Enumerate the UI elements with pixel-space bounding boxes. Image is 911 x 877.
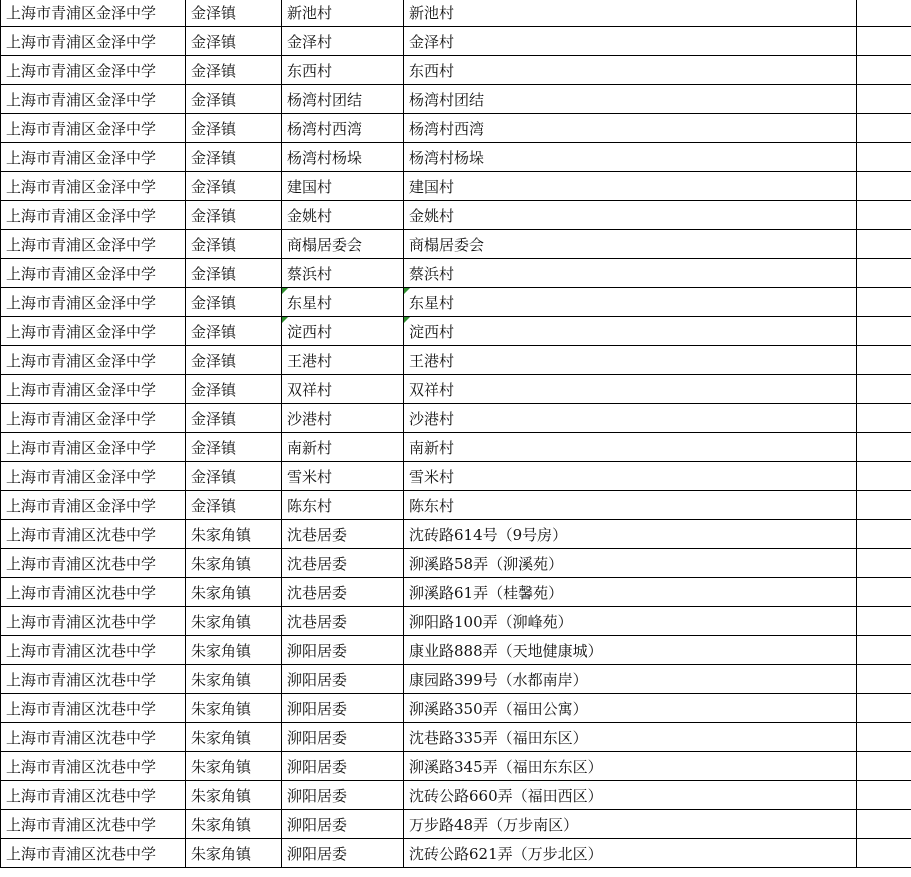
school-cell[interactable]: 上海市青浦区沈巷中学 (1, 607, 186, 636)
empty-cell[interactable] (857, 433, 911, 462)
town-cell[interactable]: 朱家角镇 (186, 636, 282, 665)
town-cell[interactable]: 金泽镇 (186, 56, 282, 85)
village-cell[interactable]: 泖阳居委 (282, 810, 404, 839)
table-row (1, 810, 911, 839)
school-cell[interactable]: 上海市青浦区金泽中学 (1, 375, 186, 404)
school-cell[interactable]: 上海市青浦区金泽中学 (1, 201, 186, 230)
town-cell[interactable]: 朱家角镇 (186, 665, 282, 694)
village-cell[interactable]: 杨湾村杨垛 (282, 143, 404, 172)
address-cell[interactable]: 泖溪路350弄（福田公寓） (404, 694, 857, 723)
empty-cell[interactable] (857, 404, 911, 433)
village-cell[interactable]: 陈东村 (282, 491, 404, 520)
address-cell[interactable]: 南新村 (404, 433, 857, 462)
village-cell[interactable]: 杨湾村团结 (282, 85, 404, 114)
school-cell[interactable]: 上海市青浦区金泽中学 (1, 143, 186, 172)
town-cell[interactable]: 金泽镇 (186, 462, 282, 491)
table-row (1, 317, 911, 346)
town-cell[interactable]: 朱家角镇 (186, 810, 282, 839)
table-row (1, 346, 911, 375)
address-cell[interactable]: 新池村 (404, 0, 857, 27)
town-cell[interactable]: 金泽镇 (186, 375, 282, 404)
table-row (1, 578, 911, 607)
village-cell[interactable]: 泖阳居委 (282, 636, 404, 665)
address-cell[interactable]: 沈砖公路621弄（万步北区） (404, 839, 857, 868)
school-cell[interactable]: 上海市青浦区金泽中学 (1, 114, 186, 143)
village-cell[interactable]: 泖阳居委 (282, 752, 404, 781)
school-cell[interactable]: 上海市青浦区沈巷中学 (1, 781, 186, 810)
address-cell[interactable]: 泖溪路345弄（福田东东区） (404, 752, 857, 781)
school-cell[interactable]: 上海市青浦区金泽中学 (1, 230, 186, 259)
address-cell[interactable]: 双祥村 (404, 375, 857, 404)
town-cell[interactable]: 金泽镇 (186, 201, 282, 230)
table-row (1, 201, 911, 230)
village-cell[interactable]: 东星村 (282, 288, 404, 317)
table-row (1, 404, 911, 433)
village-cell[interactable]: 沙港村 (282, 404, 404, 433)
village-cell[interactable]: 泖阳居委 (282, 781, 404, 810)
empty-cell[interactable] (857, 230, 911, 259)
table-row (1, 694, 911, 723)
village-cell[interactable]: 沈巷居委 (282, 520, 404, 549)
address-cell[interactable]: 沈砖公路660弄（福田西区） (404, 781, 857, 810)
empty-cell[interactable] (857, 578, 911, 607)
village-cell[interactable]: 金泽村 (282, 27, 404, 56)
town-cell[interactable]: 金泽镇 (186, 404, 282, 433)
village-cell[interactable]: 蔡浜村 (282, 259, 404, 288)
town-cell[interactable]: 金泽镇 (186, 288, 282, 317)
empty-cell[interactable] (857, 462, 911, 491)
table-row (1, 0, 911, 27)
empty-cell[interactable] (857, 27, 911, 56)
town-cell[interactable]: 金泽镇 (186, 230, 282, 259)
school-cell[interactable]: 上海市青浦区金泽中学 (1, 462, 186, 491)
school-cell[interactable]: 上海市青浦区金泽中学 (1, 56, 186, 85)
school-cell[interactable]: 上海市青浦区沈巷中学 (1, 665, 186, 694)
table-row (1, 636, 911, 665)
table-body (1, 0, 911, 868)
town-cell[interactable]: 朱家角镇 (186, 752, 282, 781)
empty-cell[interactable] (857, 346, 911, 375)
empty-cell[interactable] (857, 549, 911, 578)
address-cell[interactable]: 泖溪路61弄（桂馨苑） (404, 578, 857, 607)
empty-cell[interactable] (857, 723, 911, 752)
address-cell[interactable]: 杨湾村西湾 (404, 114, 857, 143)
town-cell[interactable]: 朱家角镇 (186, 723, 282, 752)
school-cell[interactable]: 上海市青浦区金泽中学 (1, 27, 186, 56)
village-cell[interactable]: 泖阳居委 (282, 694, 404, 723)
address-cell[interactable]: 康业路888弄（天地健康城） (404, 636, 857, 665)
town-cell[interactable]: 金泽镇 (186, 85, 282, 114)
address-cell[interactable]: 蔡浜村 (404, 259, 857, 288)
address-cell[interactable]: 陈东村 (404, 491, 857, 520)
table-row (1, 114, 911, 143)
table-row (1, 230, 911, 259)
town-cell[interactable]: 金泽镇 (186, 143, 282, 172)
address-cell[interactable]: 泖溪路58弄（泖溪苑） (404, 549, 857, 578)
town-cell[interactable]: 金泽镇 (186, 27, 282, 56)
empty-cell[interactable] (857, 752, 911, 781)
town-cell[interactable]: 金泽镇 (186, 491, 282, 520)
empty-cell[interactable] (857, 317, 911, 346)
address-cell[interactable]: 金姚村 (404, 201, 857, 230)
table-row (1, 781, 911, 810)
village-cell[interactable]: 泖阳居委 (282, 665, 404, 694)
village-cell[interactable]: 双祥村 (282, 375, 404, 404)
empty-cell[interactable] (857, 375, 911, 404)
school-cell[interactable]: 上海市青浦区金泽中学 (1, 346, 186, 375)
empty-cell[interactable] (857, 694, 911, 723)
table-row (1, 520, 911, 549)
village-cell[interactable]: 泖阳居委 (282, 839, 404, 868)
school-cell[interactable]: 上海市青浦区金泽中学 (1, 85, 186, 114)
address-cell[interactable]: 康园路399号（水都南岸） (404, 665, 857, 694)
address-cell[interactable]: 商榻居委会 (404, 230, 857, 259)
empty-cell[interactable] (857, 143, 911, 172)
empty-cell[interactable] (857, 114, 911, 143)
town-cell[interactable]: 朱家角镇 (186, 578, 282, 607)
table-row (1, 607, 911, 636)
school-cell[interactable]: 上海市青浦区沈巷中学 (1, 578, 186, 607)
address-cell[interactable]: 东星村 (404, 288, 857, 317)
village-cell[interactable]: 商榻居委会 (282, 230, 404, 259)
empty-cell[interactable] (857, 781, 911, 810)
town-cell[interactable]: 金泽镇 (186, 317, 282, 346)
empty-cell[interactable] (857, 491, 911, 520)
school-cell[interactable]: 上海市青浦区金泽中学 (1, 433, 186, 462)
table-row (1, 259, 911, 288)
school-cell[interactable]: 上海市青浦区金泽中学 (1, 259, 186, 288)
town-cell[interactable]: 金泽镇 (186, 0, 282, 27)
village-cell[interactable]: 金姚村 (282, 201, 404, 230)
village-cell[interactable]: 沈巷居委 (282, 549, 404, 578)
empty-cell[interactable] (857, 607, 911, 636)
town-cell[interactable]: 金泽镇 (186, 172, 282, 201)
town-cell[interactable]: 朱家角镇 (186, 520, 282, 549)
table-row (1, 462, 911, 491)
table-row (1, 172, 911, 201)
village-cell[interactable]: 南新村 (282, 433, 404, 462)
town-cell[interactable]: 金泽镇 (186, 346, 282, 375)
empty-cell[interactable] (857, 810, 911, 839)
address-cell[interactable]: 沙港村 (404, 404, 857, 433)
village-cell[interactable]: 新池村 (282, 0, 404, 27)
table-row (1, 433, 911, 462)
school-cell[interactable]: 上海市青浦区沈巷中学 (1, 520, 186, 549)
empty-cell[interactable] (857, 288, 911, 317)
town-cell[interactable]: 朱家角镇 (186, 549, 282, 578)
school-cell[interactable]: 上海市青浦区金泽中学 (1, 404, 186, 433)
table-row (1, 27, 911, 56)
table-row (1, 143, 911, 172)
address-cell[interactable]: 杨湾村团结 (404, 85, 857, 114)
town-cell[interactable]: 金泽镇 (186, 433, 282, 462)
empty-cell[interactable] (857, 636, 911, 665)
address-cell[interactable]: 沈巷路335弄（福田东区） (404, 723, 857, 752)
school-cell[interactable]: 上海市青浦区沈巷中学 (1, 810, 186, 839)
table-row (1, 288, 911, 317)
empty-cell[interactable] (857, 172, 911, 201)
address-cell[interactable]: 建国村 (404, 172, 857, 201)
school-cell[interactable]: 上海市青浦区沈巷中学 (1, 752, 186, 781)
village-cell[interactable]: 王港村 (282, 346, 404, 375)
town-cell[interactable]: 金泽镇 (186, 259, 282, 288)
village-cell[interactable]: 东西村 (282, 56, 404, 85)
town-cell[interactable]: 朱家角镇 (186, 694, 282, 723)
address-cell[interactable]: 王港村 (404, 346, 857, 375)
school-cell[interactable]: 上海市青浦区沈巷中学 (1, 839, 186, 868)
table-row (1, 665, 911, 694)
table-row (1, 85, 911, 114)
empty-cell[interactable] (857, 201, 911, 230)
address-cell[interactable]: 泖阳路100弄（泖峰苑） (404, 607, 857, 636)
table-row (1, 723, 911, 752)
village-cell[interactable]: 建国村 (282, 172, 404, 201)
town-cell[interactable]: 金泽镇 (186, 114, 282, 143)
table-row (1, 491, 911, 520)
school-cell[interactable]: 上海市青浦区金泽中学 (1, 0, 186, 27)
table-row (1, 549, 911, 578)
school-cell[interactable]: 上海市青浦区沈巷中学 (1, 694, 186, 723)
empty-cell[interactable] (857, 0, 911, 27)
village-cell[interactable]: 杨湾村西湾 (282, 114, 404, 143)
address-cell[interactable]: 雪米村 (404, 462, 857, 491)
address-cell[interactable]: 淀西村 (404, 317, 857, 346)
village-cell[interactable]: 沈巷居委 (282, 578, 404, 607)
school-cell[interactable]: 上海市青浦区沈巷中学 (1, 549, 186, 578)
empty-cell[interactable] (857, 665, 911, 694)
village-cell[interactable]: 淀西村 (282, 317, 404, 346)
town-cell[interactable]: 朱家角镇 (186, 781, 282, 810)
school-cell[interactable]: 上海市青浦区沈巷中学 (1, 636, 186, 665)
village-cell[interactable]: 沈巷居委 (282, 607, 404, 636)
school-cell[interactable]: 上海市青浦区沈巷中学 (1, 723, 186, 752)
empty-cell[interactable] (857, 259, 911, 288)
village-cell[interactable]: 泖阳居委 (282, 723, 404, 752)
address-cell[interactable]: 沈砖路614号（9号房） (404, 520, 857, 549)
address-cell[interactable]: 杨湾村杨垛 (404, 143, 857, 172)
table-row (1, 752, 911, 781)
empty-cell[interactable] (857, 520, 911, 549)
table-row (1, 56, 911, 85)
table-row (1, 839, 911, 868)
empty-cell[interactable] (857, 85, 911, 114)
address-cell[interactable]: 金泽村 (404, 27, 857, 56)
address-cell[interactable]: 东西村 (404, 56, 857, 85)
table-row (1, 375, 911, 404)
school-cell[interactable]: 上海市青浦区金泽中学 (1, 491, 186, 520)
address-cell[interactable]: 万步路48弄（万步南区） (404, 810, 857, 839)
village-cell[interactable]: 雪米村 (282, 462, 404, 491)
town-cell[interactable]: 朱家角镇 (186, 607, 282, 636)
empty-cell[interactable] (857, 839, 911, 868)
empty-cell[interactable] (857, 56, 911, 85)
school-cell[interactable]: 上海市青浦区金泽中学 (1, 172, 186, 201)
school-cell[interactable]: 上海市青浦区金泽中学 (1, 288, 186, 317)
school-cell[interactable]: 上海市青浦区金泽中学 (1, 317, 186, 346)
town-cell[interactable]: 朱家角镇 (186, 839, 282, 868)
